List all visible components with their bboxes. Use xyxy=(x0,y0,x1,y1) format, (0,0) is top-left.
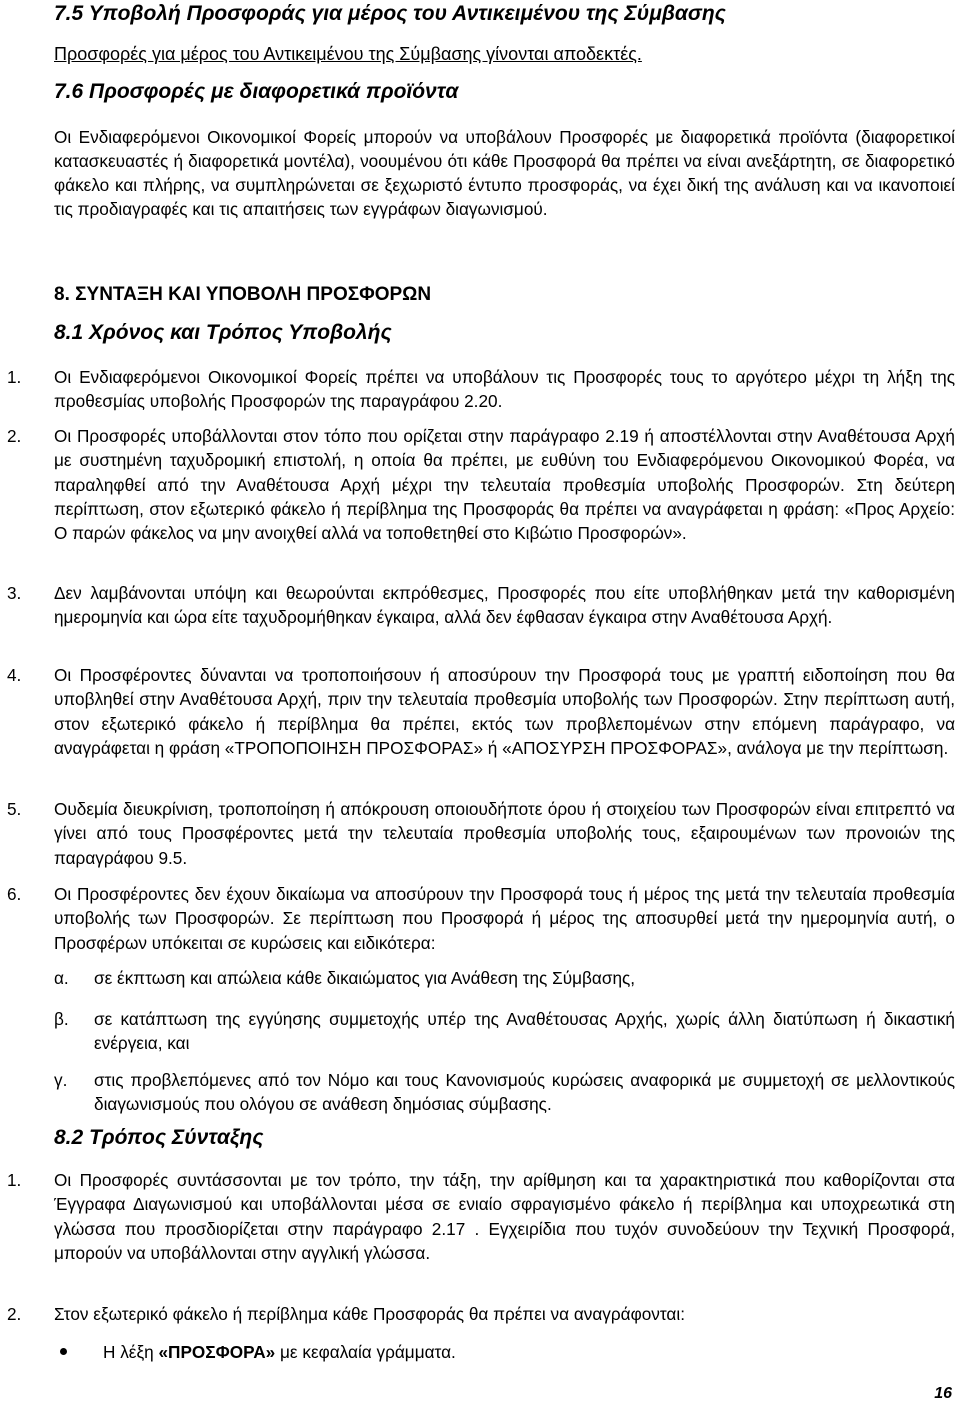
list-item-text: Οι Προσφέροντες δύνανται να τροποποιήσουν ή αποσύρουν την Προσφορά τους με γραπτή ειδοποίηση που θα υποβληθεί στην Αναθέτουσα Αρχή, πριν την τελευταία προθεσμία υποβολής των Προσφορών. Στην περίπτωση αυτή, στον εξωτερικό φάκελο ή περίβλημα θα πρέπει, εκτός των προβλεπομένων στην επόμενη παράγραφο, να αναγράφεται η φράση «ΤΡΟΠΟΠΟΙΗΣΗ ΠΡΟΣΦΟΡΑΣ» ή «ΑΠΟΣΥΡΣΗ ΠΡΟΣΦΟΡΑΣ», ανάλογα με την περίπτωση. xyxy=(54,665,955,758)
list-item xyxy=(7,882,955,955)
heading-8: 8. ΣΥΝΤΑΞΗ ΚΑΙ ΥΠΟΒΟΛΗ ΠΡΟΣΦΟΡΩΝ xyxy=(54,284,432,305)
bullet-prefix: Η λέξη xyxy=(103,1342,159,1362)
heading-7-6: 7.6 Προσφορές με διαφορετικά προϊόντα xyxy=(54,80,459,103)
list-item-number: 4. xyxy=(7,665,22,685)
heading-8-2: 8.2 Τρόπος Σύνταξης xyxy=(54,1126,264,1149)
list-item-text: Οι Προσφορές συντάσσονται με τον τρόπο, την τάξη, την αρίθμηση και τα χαρακτηριστικά που καθορίζονται στα Έγγραφα Διαγωνισμού και υποβάλλονται μέσα σε ενιαίο σφραγισμένο φάκελο ή περίβλημα και υποχρεωτικά στη γλώσσα που προσδιορίζεται στην παράγραφο 2.17 . Εγχειρίδια που τυχόν συνοδεύουν την Τεχνική Προσφορά, μπορούν να υποβάλλονται στην αγγλική γλώσσα. xyxy=(54,1170,955,1263)
sub-list-item-label: β. xyxy=(54,1009,69,1029)
list-item-text: Οι Ενδιαφερόμενοι Οικονομικοί Φορείς πρέπει να υποβάλουν τις Προσφορές τους το αργότερο μέχρι τη λήξη της προθεσμίας υποβολής Προσφορών της παραγράφου 2.20. xyxy=(54,367,955,412)
list-item-number: 1. xyxy=(7,367,22,387)
list-item xyxy=(7,581,955,630)
bullet-icon xyxy=(60,1348,67,1355)
list-item-number: 1. xyxy=(7,1170,22,1190)
list-item xyxy=(7,1168,955,1265)
list-item-text: Οι Προσφέροντες δεν έχουν δικαίωμα να αποσύρουν την Προσφορά τους ή μέρος της μετά την τελευταία προθεσμία υποβολής των Προσφορών. Σε περίπτωση που Προσφορά ή μέρος της αποσυρθεί μετά την ημερομηνία αυτή, ο Προσφέρων υπόκειται σε κυρώσεις και ειδικότερα: xyxy=(54,884,955,953)
sub-list-item xyxy=(54,1007,955,1056)
sub-list-item-text: σε έκπτωση και απώλεια κάθε δικαιώματος για Ανάθεση της Σύμβασης, xyxy=(94,968,636,988)
sub-list-item-text: στις προβλεπόμενες από τον Νόμο και τους Κανονισμούς κυρώσεις αναφορικά με συμμετοχή σε μελλοντικούς διαγωνισμούς που ολόγου σε ανάθεση δημόσιας σύμβασης. xyxy=(94,1070,955,1115)
bullet-item xyxy=(60,1340,456,1364)
sub-list-item-label: α. xyxy=(54,968,69,988)
list-item-text: Ουδεμία διευκρίνιση, τροποποίηση ή απόκρουση οποιουδήποτε όρου ή στοιχείου των Προσφορών είναι επιτρεπτό να γίνει από τους Προσφέροντες μετά την τελευταία προθεσμία υποβολής τους, εξαιρουμένων των προνοιών της παραγράφου 9.5. xyxy=(54,799,955,868)
list-item-number: 6. xyxy=(7,884,22,904)
list-item xyxy=(7,663,955,760)
list-item xyxy=(7,365,955,414)
list-item-text: Οι Προσφορές υποβάλλονται στον τόπο που ορίζεται στην παράγραφο 2.19 ή αποστέλλονται στην Αναθέτουσα Αρχή με συστημένη ταχυδρομική επιστολή, η οποία θα πρέπει, με ευθύνη του Ενδιαφερόμενου Οικονομικού Φορέα, να παραληφθεί από την Αναθέτουσα Αρχή μέχρι την τελευταία προθεσμία υποβολής Προσφορών. Στη δεύτερη περίπτωση, στον εξωτερικό φάκελο ή περίβλημα της Προσφοράς θα πρέπει να αναγράφεται η φράση: «Προς Αρχείο: Ο παρών φάκελος να μην ανοιχθεί αλλά να τοποθετηθεί στο Κιβώτιο Προσφορών». xyxy=(54,426,955,544)
sub-list-item xyxy=(54,1068,955,1117)
sub-list-item-label: γ. xyxy=(54,1070,68,1090)
bullet-bold: «ΠΡΟΣΦΟΡΑ» xyxy=(158,1342,276,1362)
list-item-number: 2. xyxy=(7,426,22,446)
list-item-number: 5. xyxy=(7,799,22,819)
heading-7-5: 7.5 Υποβολή Προσφοράς για μέρος του Αντικειμένου της Σύμβασης xyxy=(54,2,726,25)
sub-list-item-text: σε κατάπτωση της εγγύησης συμμετοχής υπέρ της Αναθέτουσας Αρχής, χωρίς άλλη διατύπωση ή δικαστική ενέργεια, και xyxy=(94,1009,955,1054)
link-partial-offers[interactable]: Προσφορές για μέρος του Αντικειμένου της Σύμβασης γίνονται αποδεκτές. xyxy=(54,44,642,64)
list-item-number: 3. xyxy=(7,583,22,603)
page-number: 16 xyxy=(934,1385,952,1402)
list-item xyxy=(7,797,955,870)
list-item-text: Στον εξωτερικό φάκελο ή περίβλημα κάθε Προσφοράς θα πρέπει να αναγράφονται: xyxy=(54,1304,685,1324)
heading-8-1: 8.1 Χρόνος και Τρόπος Υποβολής xyxy=(54,321,392,344)
list-item-number: 2. xyxy=(7,1304,22,1324)
paragraph-7-6: Οι Ενδιαφερόμενοι Οικονομικοί Φορείς μπορούν να υποβάλουν Προσφορές με διαφορετικά προϊόντα (διαφορετικοί κατασκευαστές ή διαφορετικά μοντέλα), νοουμένου ότι κάθε Προσφορά θα πρέπει να είναι ανεξάρτητη, σε διαφορετικό φάκελο και πλήρης, να συμπληρώνεται σε ξεχωριστό έντυπο προσφοράς, να έχει δική της ανάλυση και να ικανοποιεί τις προδιαγραφές και τις απαιτήσεις των εγγράφων διαγωνισμού. xyxy=(54,127,955,219)
list-item xyxy=(7,1302,955,1326)
bullet-suffix: με κεφαλαία γράμματα. xyxy=(275,1342,456,1362)
list-item xyxy=(7,424,955,545)
list-item-text: Δεν λαμβάνονται υπόψη και θεωρούνται εκπρόθεσμες, Προσφορές που είτε υποβλήθηκαν μετά την καθορισμένη ημερομηνία και ώρα είτε ταχυδρομήθηκαν έγκαιρα, αλλά δεν έφθασαν έγκαιρα στην Αναθέτουσα Αρχή. xyxy=(54,583,955,628)
sub-list-item xyxy=(54,966,955,990)
